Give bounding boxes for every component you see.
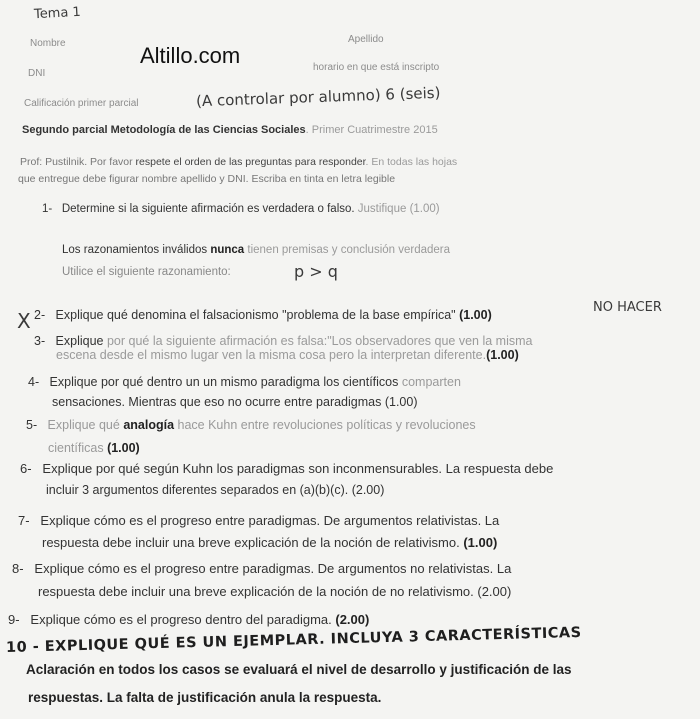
- q1-statement-c: tienen premisas y conclusión verdadera: [244, 244, 451, 256]
- q8-score: (2.00): [477, 584, 512, 599]
- q3-score: (1.00): [486, 348, 519, 362]
- q1-use-line: [62, 266, 231, 278]
- apellido-label: Apellido: [348, 34, 384, 45]
- q3-line1b: por qué la siguiente afirmación es falsa:"Los observadores que ven la misma: [103, 334, 533, 348]
- question-10-handwritten: 10 - EXPLIQUE QUÉ ES UN EJEMPLAR. INCLUYA 3 CARACTERÍSTICAS: [5, 624, 582, 656]
- q5-line1b: analogía: [123, 418, 175, 432]
- question-1: [42, 203, 440, 215]
- q6-score: (2.00): [351, 483, 385, 497]
- q9-text: Explique cómo es el progreso dentro del paradigma.: [30, 612, 336, 627]
- q6-line2: incluir 3 argumentos diferentes separados en (a)(b)(c).: [46, 483, 352, 497]
- q4-line1c: comparten: [398, 375, 461, 389]
- q5-line1c: hace Kuhn entre revoluciones políticas y revoluciones: [174, 418, 476, 432]
- question-7-line-2: [42, 535, 497, 550]
- horario-label: horario en que está inscripto: [313, 62, 440, 73]
- calificacion-label: Calificación primer parcial: [24, 98, 139, 109]
- question-3-line-1: [34, 334, 532, 348]
- q5-score: (1.00): [107, 441, 140, 455]
- q4-number: 4-: [28, 375, 40, 389]
- q8-line1: Explique cómo es el progreso entre paradigmas. De argumentos no relativistas. La: [34, 561, 512, 576]
- q2-hand-note: NO HACER: [593, 300, 662, 315]
- footer-line-2: respuestas. La falta de justificación anula la respuesta.: [28, 690, 382, 705]
- question-4-line-2: [52, 395, 417, 409]
- q5-line2: científicas: [48, 441, 108, 455]
- watermark-altillo: Altillo.com: [140, 43, 241, 68]
- question-2: [34, 308, 492, 322]
- q6-line1: Explique por qué según Kuhn los paradigmas son inconmensurables. La respuesta debe: [42, 461, 554, 476]
- question-6-line-1: [20, 461, 553, 476]
- q5-line1a: Explique qué: [47, 418, 124, 432]
- q2-x-mark: X: [17, 309, 31, 333]
- q4-line2: sensaciones. Mientras que eso no ocurre entre paradigmas: [52, 395, 385, 409]
- question-4-line-1: [28, 375, 461, 389]
- exam-title-rest: . Primer Cuatrimestre 2015: [305, 124, 438, 136]
- dni-label: DNI: [28, 68, 46, 79]
- q1-use-text: Utilice el siguiente razonamiento:: [62, 266, 231, 278]
- question-5-line-1: [26, 418, 476, 432]
- q1-hand-note: p > q: [294, 262, 338, 281]
- q1-score: (1.00): [409, 203, 440, 215]
- q7-line2: respuesta debe incluir una breve explicación de la noción de relativismo.: [42, 535, 464, 550]
- q7-line1: Explique cómo es el progreso entre paradigmas. De argumentos relativistas. La: [40, 513, 500, 528]
- q3-line1a: Explique: [55, 334, 104, 348]
- q1-statement-a: Los razonamientos inválidos: [62, 244, 211, 256]
- q4-line1a: Explique por qué dentro un un mismo: [49, 375, 261, 389]
- footer-line-1: Aclaración en todos los casos se evaluará el nivel de desarrollo y justificación de las: [26, 662, 572, 677]
- prof-line-1c: . En todas las hojas: [365, 156, 458, 168]
- q3-line2: escena desde el mismo lugar ven la misma cosa pero la interpretan diferente.: [56, 348, 487, 362]
- exam-title: [22, 124, 438, 136]
- calificacion-handwritten: (A controlar por alumno) 6 (seis): [195, 83, 441, 111]
- q9-number: 9-: [8, 612, 20, 627]
- q8-number: 8-: [12, 561, 24, 576]
- question-5-line-2: [48, 441, 140, 455]
- question-7-line-1: [18, 513, 499, 528]
- q4-score: (1.00): [384, 395, 418, 409]
- prof-line-1: [20, 156, 457, 168]
- q5-number: 5-: [26, 418, 38, 432]
- question-3-line-2: [56, 348, 519, 362]
- q8-line2: respuesta debe incluir una breve explicación de la noción de no relativismo.: [38, 584, 478, 599]
- question-9: [8, 612, 369, 627]
- q7-number: 7-: [18, 513, 30, 528]
- q4-line1b: paradigma los científicos: [260, 375, 399, 389]
- question-8-line-2: [38, 584, 511, 599]
- q1-faint: Justifique: [354, 203, 410, 215]
- q1-statement: [62, 244, 450, 256]
- q6-number: 6-: [20, 461, 32, 476]
- q2-text: Explique qué denomina el falsacionismo "problema de la base empírica": [55, 308, 460, 322]
- q3-number: 3-: [34, 334, 46, 348]
- q1-statement-b: nunca: [210, 244, 245, 256]
- question-6-line-2: [46, 483, 384, 497]
- exam-title-bold: Segundo parcial Metodología de las Ciencias Sociales: [22, 124, 306, 136]
- q2-score: (1.00): [459, 308, 492, 322]
- prof-line-1b: respete el orden de las preguntas para responder: [135, 156, 366, 168]
- tema-handwritten: Tema 1: [33, 4, 82, 23]
- nombre-label: Nombre: [30, 38, 66, 49]
- q1-text: Determine si la siguiente afirmación es verdadera o falso.: [61, 203, 355, 215]
- question-8-line-1: [12, 561, 511, 576]
- q7-score: (1.00): [463, 535, 498, 550]
- q2-number: 2-: [34, 308, 46, 322]
- prof-line-2: que entregue debe figurar nombre apellido y DNI. Escriba en tinta en letra legible: [18, 173, 396, 185]
- prof-line-1a: Prof: Pustilnik. Por favor: [20, 156, 136, 168]
- q9-score: (2.00): [335, 612, 370, 627]
- q1-number: 1-: [42, 203, 53, 215]
